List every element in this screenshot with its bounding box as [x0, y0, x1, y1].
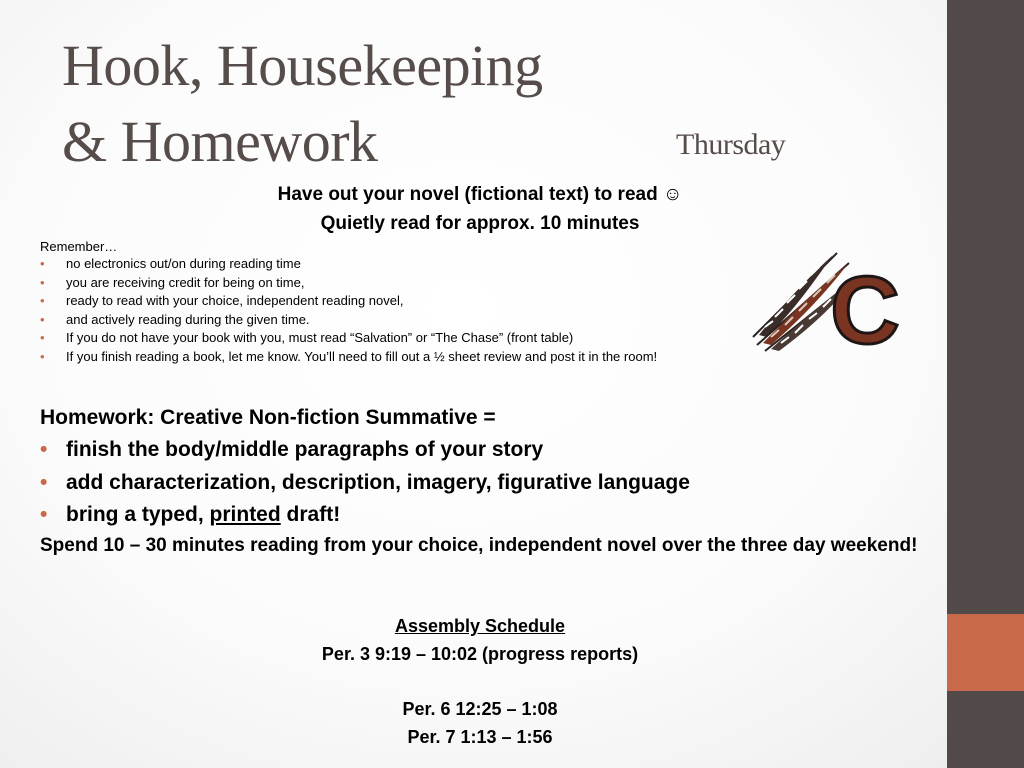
intro-block — [120, 180, 840, 238]
school-logo-feathers-c-icon — [745, 245, 915, 355]
list-item: • add characterization, description, imagery, figurative language — [40, 467, 935, 500]
assembly-per6: Per. 6 12:25 – 1:08 — [402, 699, 558, 719]
bullet-icon: • — [40, 293, 45, 309]
bullet-icon: • — [40, 503, 48, 526]
bullet-icon: • — [40, 256, 45, 271]
remember-label: Remember… — [40, 239, 118, 254]
list-item: • and actively reading during the given time. — [40, 311, 920, 330]
title-line-2: & Homework — [62, 109, 378, 174]
assembly-schedule — [230, 612, 730, 751]
assembly-per7: Per. 7 1:13 – 1:56 — [407, 727, 553, 747]
list-item: • ready to read with your choice, independent reading novel, — [40, 292, 920, 311]
homework-list — [40, 434, 935, 532]
intro-line-1: Have out your novel (fictional text) to read ☺ — [277, 184, 683, 205]
list-item: • you are receiving credit for being on time, — [40, 274, 920, 293]
bullet-icon: • — [40, 330, 45, 346]
printed-underlined: printed — [209, 503, 281, 526]
list-item: • no electronics out/on during reading time — [40, 255, 920, 274]
list-item: • bring a typed, printed draft! — [40, 499, 935, 532]
list-item: • finish the body/middle paragraphs of your story — [40, 434, 935, 467]
title-line-1: Hook, Housekeeping — [62, 33, 543, 98]
intro-line-2: Quietly read for approx. 10 minutes — [320, 213, 640, 234]
bullet-icon: • — [40, 274, 45, 290]
bullet-icon: • — [40, 348, 45, 364]
homework-block — [40, 402, 935, 557]
bullet-icon: • — [40, 311, 45, 327]
assembly-heading: Assembly Schedule — [394, 616, 566, 636]
spend-reading-note: Spend 10 – 30 minutes reading from your choice, independent novel over the three day weekend! — [40, 534, 918, 556]
assembly-per3: Per. 3 9:19 – 10:02 (progress reports) — [321, 644, 639, 664]
list-item: • If you do not have your book with you, must read “Salvation” or “The Chase” (front table) — [40, 329, 920, 348]
sidebar-accent-block — [947, 614, 1024, 691]
bullet-icon: • — [40, 438, 48, 461]
homework-heading: Homework: Creative Non-fiction Summative = — [40, 406, 496, 429]
logo-letter: C — [830, 257, 900, 355]
slide-title — [62, 28, 543, 180]
slide-subtitle-day: Thursday — [676, 128, 786, 161]
list-item: • If you finish reading a book, let me know. You’ll need to fill out a ½ sheet review and post it in the room! — [40, 348, 920, 367]
bullet-icon: • — [40, 470, 48, 494]
